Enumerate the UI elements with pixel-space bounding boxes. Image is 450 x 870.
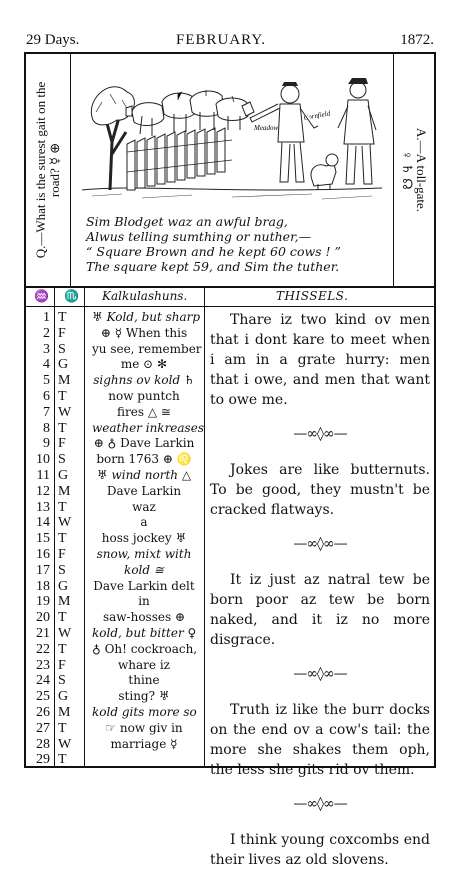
sign-cornfield: Cornfield (302, 109, 331, 122)
weekday-letter: T (58, 420, 67, 436)
weekday-letter: S (58, 673, 66, 689)
day-row (26, 515, 84, 531)
kalkulashun-entry: Dave Larkin (106, 483, 182, 498)
kalkulashun-entry: a (140, 515, 148, 530)
weekday-letter: T (58, 610, 67, 626)
kalkulashun-entry: Dave Larkin delt (93, 578, 195, 593)
day-row (26, 531, 84, 547)
thissels-header: THISSELS. (276, 289, 349, 303)
kalkulashuns-column (92, 310, 204, 752)
weekday-letter: T (58, 388, 67, 404)
day-number: 1 (43, 310, 50, 325)
weekday-letter: T (58, 310, 67, 325)
day-row (26, 357, 84, 373)
weekday-letter: W (58, 736, 72, 752)
verse-line: “ Square Brown and he kept 60 cows ! ” (86, 244, 341, 259)
day-row (26, 705, 84, 721)
year-label: 1872. (400, 32, 434, 48)
answer-line2: ♀ ♄ ☊ (400, 150, 415, 190)
verse (82, 214, 382, 274)
ornament-divider: —∞◊∞— (293, 796, 347, 812)
kalkulashun-entry: me ⊙ ✻ (120, 357, 168, 372)
kalkulashun-entry: ♁ Oh! cockroach, (92, 641, 198, 656)
day-row (26, 626, 84, 642)
day-number: 24 (36, 673, 50, 689)
kalkulashun-entry: saw-hosses ⊕ (102, 610, 186, 625)
kalkulashun-entry: sting? ♅ (118, 689, 170, 704)
day-row (26, 310, 84, 326)
day-row (26, 326, 84, 342)
question-line1: Q.—What is the surest gait on the (33, 81, 48, 259)
day-row (26, 658, 84, 674)
column-divider (204, 286, 205, 766)
weekday-letter: G (58, 467, 69, 483)
kalkulashun-entry: fires △ ≅ (117, 404, 171, 419)
day-number: 15 (36, 531, 50, 547)
kalkulashun-entry: yu see, remember (92, 341, 202, 356)
day-row (26, 642, 84, 658)
kalkulashun-entry: now puntch (108, 388, 180, 403)
calendar-table (26, 286, 434, 868)
day-row (26, 547, 84, 563)
day-number: 26 (36, 704, 50, 720)
picture-panel (26, 54, 434, 288)
verse-line: The square kept 59, and Sim the tuther. (86, 259, 340, 274)
question-text (34, 82, 62, 259)
answer-line1: A.—A toll-gate. (414, 127, 429, 213)
day-row (26, 563, 84, 579)
answer-text (400, 128, 428, 212)
ornament-divider: —∞◊∞— (293, 426, 347, 442)
weekday-letter: T (58, 752, 67, 768)
kalkulashun-entry: born 1763 ⊕ ♌ (96, 452, 192, 467)
day-row (26, 342, 84, 358)
question-panel (26, 54, 71, 286)
day-row (26, 436, 84, 452)
day-row (26, 689, 84, 705)
day-row (26, 405, 84, 421)
almanac-page (14, 26, 448, 868)
day-list (26, 310, 84, 768)
day-number: 10 (36, 452, 50, 468)
kalkulashun-entry: kold, but bitter ♀ (92, 625, 197, 640)
weekday-letter: G (58, 578, 69, 594)
ornament-divider: —∞◊∞— (293, 536, 347, 552)
day-row (26, 500, 84, 516)
kalkulashun-entry: ♅ Kold, but sharp (92, 310, 201, 324)
days-count: 29 Days. (26, 32, 80, 48)
day-row (26, 579, 84, 595)
weekday-letter: G (58, 689, 69, 705)
weekday-letter: G (58, 357, 69, 373)
weekday-letter: T (58, 641, 67, 657)
kalkulashun-entry: kold gits more so (92, 704, 197, 719)
verse-line: Alwus telling sumthing or nuther,— (86, 229, 312, 244)
weekday-letter: F (58, 657, 66, 673)
day-row (26, 484, 84, 500)
day-number: 18 (36, 578, 50, 594)
question-line2: road? ☿ ⊕ (47, 142, 62, 198)
weekday-letter: F (58, 325, 66, 341)
kalkulashun-entry: weather inkreases (92, 420, 204, 435)
day-row (26, 373, 84, 389)
saying: Jokes are like butternuts. To be good, they mustn't be cracked flatways. (210, 462, 430, 518)
weekday-letter: F (58, 546, 66, 562)
kalkulashun-entry: snow, mixt with (96, 546, 192, 561)
day-number: 21 (36, 625, 50, 641)
day-number: 28 (36, 736, 50, 752)
weekday-letter: W (58, 404, 72, 420)
kalkulashun-entry: sighns ov kold ♄ (93, 373, 195, 388)
kalkulashun-entry: hoss jockey ♅ (101, 531, 187, 546)
page-frame (24, 52, 436, 868)
verse-line: Sim Blodget waz an awful brag, (86, 214, 288, 229)
month-title: FEBRUARY. (176, 32, 267, 48)
day-row (26, 737, 84, 753)
weekday-letter: T (58, 720, 67, 736)
day-number: 11 (36, 467, 50, 483)
weekday-letter: S (58, 341, 66, 357)
kalkulashuns-header: Kalkulashuns. (102, 289, 188, 303)
day-number: 19 (36, 594, 50, 610)
saying: Truth iz like the burr docks on the end ov a cow's tail: the more she shakes them oph, the less she gits rid ov them. (210, 702, 430, 778)
weekday-letter: M (58, 704, 71, 720)
table-header (26, 286, 434, 307)
day-row (26, 673, 84, 689)
day-row (26, 610, 84, 626)
kalkulashun-entry: whare iz (118, 657, 170, 672)
scorpio-symbol: ♏ (64, 289, 79, 303)
kalkulashun-entry: in (138, 594, 150, 609)
kalkulashun-entry: ☞ now giv in (105, 720, 183, 735)
aquarius-symbol: ♒ (34, 289, 49, 303)
day-number: 8 (43, 420, 50, 436)
weekday-letter: T (58, 499, 67, 515)
kalkulashun-entry: thine (128, 673, 160, 688)
day-number: 13 (36, 499, 50, 515)
kalkulashun-entry: kold ≅ (124, 562, 164, 577)
day-number: 25 (36, 689, 50, 705)
weekday-letter: M (58, 483, 71, 499)
page-header (26, 32, 434, 52)
day-number: 14 (36, 515, 50, 531)
weekday-letter: M (58, 594, 71, 610)
weekday-letter: S (58, 452, 66, 468)
day-row (26, 421, 84, 437)
day-number: 22 (36, 641, 50, 657)
day-number: 4 (43, 357, 50, 373)
day-number: 23 (36, 657, 50, 673)
day-row (26, 721, 84, 737)
answer-panel (393, 54, 434, 286)
day-row (26, 594, 84, 610)
day-number: 17 (36, 562, 50, 578)
thissels-column (210, 310, 430, 870)
day-number: 27 (36, 720, 50, 736)
day-number: 6 (43, 388, 50, 404)
weekday-letter: W (58, 515, 72, 531)
weekday-letter: W (58, 625, 72, 641)
ornament-divider: —∞◊∞— (293, 666, 347, 682)
day-number: 9 (43, 436, 50, 452)
kalkulashun-entry: ♅ wind north △ (96, 467, 192, 482)
kalkulashun-entry: waz (132, 499, 156, 514)
saying: It iz just az natral tew be born poor az tew be born naked, and it iz no more disgrace. (210, 572, 430, 648)
kalkulashun-entry: marriage ☿ (110, 736, 178, 751)
weekday-letter: T (58, 531, 67, 547)
weekday-letter: S (58, 562, 66, 578)
day-number: 29 (36, 752, 50, 768)
day-number: 16 (36, 546, 50, 562)
day-number: 2 (43, 325, 50, 341)
day-row (26, 389, 84, 405)
kalkulashun-entry: ⊕ ☿ When this (100, 325, 188, 340)
sign-meadow: Meadow (254, 124, 279, 132)
saying: Thare iz two kind ov men that i dont kare to meet when i am in a grate hurry: men that i owe, and men that want to owe me. (210, 312, 430, 408)
saying: I think young coxcombs end their lives az old slovens. (210, 832, 430, 868)
kalkulashun-entry: ⊕ ♁ Dave Larkin (93, 436, 195, 451)
day-number: 12 (36, 483, 50, 499)
cartoon-illustration (82, 72, 382, 207)
weekday-letter: M (58, 373, 71, 389)
day-number: 3 (43, 341, 50, 357)
day-number: 5 (43, 373, 50, 389)
day-number: 7 (43, 404, 50, 420)
day-row (26, 752, 84, 768)
column-divider (84, 286, 85, 766)
day-number: 20 (36, 610, 50, 626)
weekday-letter: F (58, 436, 66, 452)
day-row (26, 452, 84, 468)
day-row (26, 468, 84, 484)
